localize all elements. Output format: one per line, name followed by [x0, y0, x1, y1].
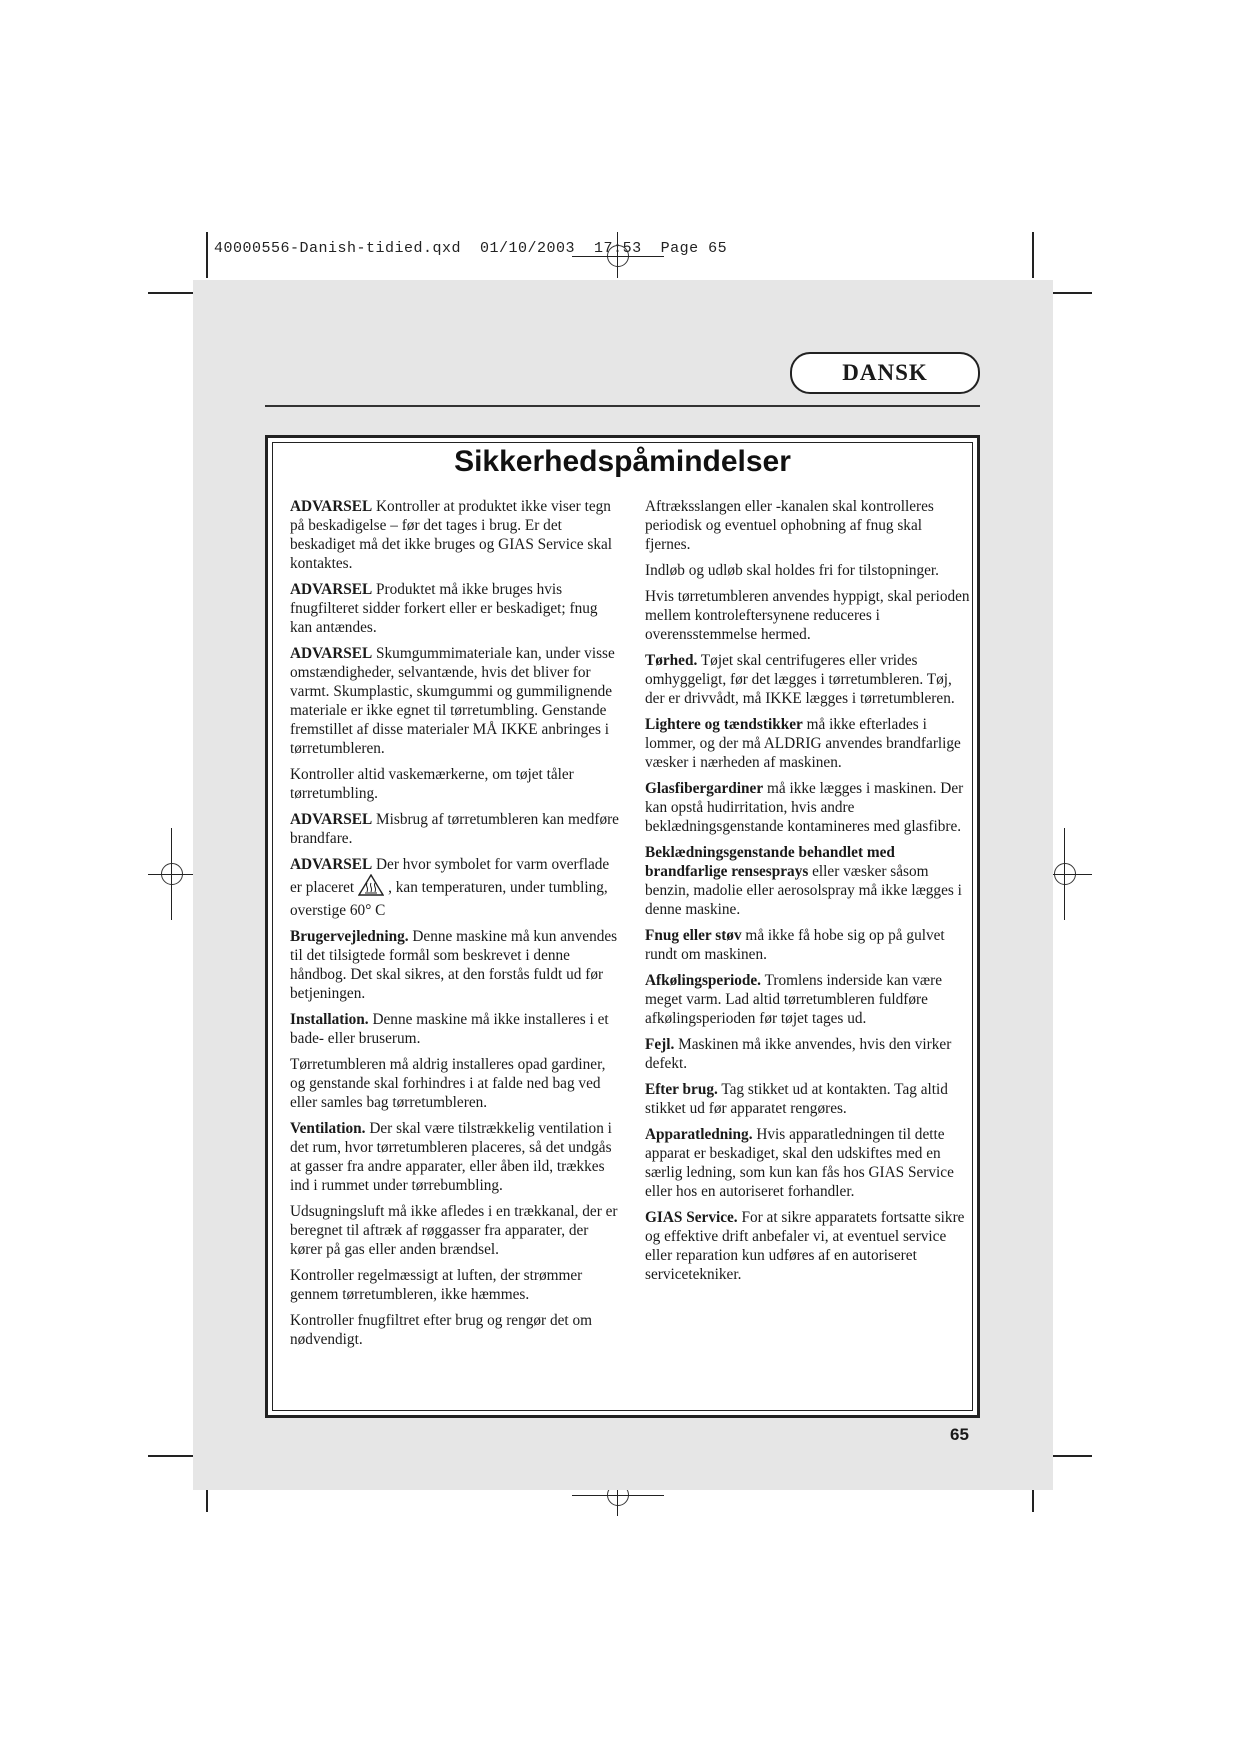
paragraph: Lightere og tændstikker må ikke efterlades i lommer, og der må ALDRIG anvendes brandfarlige væsker i nærheden af maskinen. [645, 716, 961, 771]
paragraph: Ventilation. Der skal være tilstrækkelig ventilation i det rum, hvor tørretumbleren placeres, så det undgås at gasser fra andre apparater, eller åben ild, trækkes ind i rummet under tørrebumbling. [290, 1120, 612, 1194]
paragraph: Efter brug. Tag stikket ud at kontakten. Tag altid stikket ud før apparatet rengøres. [645, 1081, 948, 1117]
left-column [290, 497, 620, 1356]
paragraph: ADVARSEL Der hvor symbolet for varm overflade er placeret , kan temperaturen, under tumbling, overstige 60° C [290, 856, 610, 919]
paragraph: Fnug eller støv må ikke få hobe sig op på gulvet rundt om maskinen. [645, 927, 945, 963]
paragraph: Apparatledning. Hvis apparatledningen til dette apparat er beskadiget, skal den udskiftes med en særlig ledning, som kun kan fås hos GIAS Service eller hos en autoriseret forhandler. [645, 1126, 954, 1200]
crop-mark [148, 1455, 196, 1457]
paragraph: ADVARSEL Skumgummimateriale kan, under visse omstændigheder, selvantænde, hvis det bliver for varmt. Skumplastic, skumgummi og gummilignende materiale er ikke egnet til tørretumbling. Genstande fremstillet af disse materialer MÅ IKKE anbringes i tørretumbleren. [290, 645, 615, 757]
print-slug: 40000556-Danish-tidied.qxd 01/10/2003 17:53 Page 65 [214, 240, 728, 257]
crop-mark [148, 292, 196, 294]
paragraph: Udsugningsluft må ikke afledes i en trækkanal, der er beregnet til aftræk af røggasser fra apparater, der kører på gas eller anden brændsel. [290, 1203, 618, 1258]
paragraph: Tørretumbleren må aldrig installeres opad gardiner, og genstande skal forhindres i at falde ned bag ved eller samles bag tørretumbleren. [290, 1056, 606, 1111]
paragraph: Aftræksslangen eller -kanalen skal kontrolleres periodisk og eventuel ophobning af fnug skal fjernes. [645, 498, 934, 553]
page-number: 65 [950, 1425, 969, 1444]
paragraph: Brugervejledning. Denne maskine må kun anvendes til det tilsigtede formål som beskrevet i denne håndbog. Det skal sikres, at den forstås fuldt ud før betjeningen. [290, 928, 618, 1002]
paragraph: Glasfibergardiner må ikke lægges i maskinen. Der kan opstå hudirritation, hvis andre beklædningsgenstande kontamineres med glasfibre. [645, 780, 964, 835]
header-rule [265, 405, 980, 407]
safety-box-inner [272, 442, 973, 1411]
right-column [645, 497, 970, 1291]
paragraph: Tørhed. Tøjet skal centrifugeres eller vrides omhyggeligt, før det lægges i tørretumbleren. Tøj, der er drivvådt, må IKKE lægges i tørretumbleren. [645, 652, 955, 707]
paragraph: ADVARSEL Kontroller at produktet ikke viser tegn på beskadigelse – før det tages i brug. Er det beskadiget må det ikke bruges og GIAS Service skal kontaktes. [290, 498, 613, 572]
hot-surface-warning-icon [358, 874, 384, 901]
crop-mark [206, 232, 208, 278]
paragraph: ADVARSEL Produktet må ikke bruges hvis fnugfilteret sidder forkert eller er beskadiget; fnug kan antændes. [290, 581, 598, 636]
paragraph: Fejl. Maskinen må ikke anvendes, hvis den virker defekt. [645, 1036, 952, 1072]
paragraph: Beklædningsgenstande behandlet med brandfarlige rensesprays eller væsker såsom benzin, madolie eller aerosolspray må ikke lægges i denne maskine. [645, 844, 962, 918]
registration-line [148, 874, 196, 875]
crop-mark [1032, 232, 1034, 278]
page-title: Sikkerhedspåmindelser [454, 445, 791, 478]
paragraph: Indløb og udløb skal holdes fri for tilstopninger. [645, 562, 940, 579]
paragraph: Afkølingsperiode. Tromlens inderside kan være meget varm. Lad altid tørretumbleren fuldføre afkølingsperioden før tøjet tages ud. [645, 972, 943, 1027]
paragraph: GIAS Service. For at sikre apparatets fortsatte sikre og effektive drift anbefaler vi, at eventuel service eller reparation kun udføres af en autoriseret servicetekniker. [645, 1209, 965, 1283]
language-tab: DANSK [790, 352, 980, 394]
paragraph: ADVARSEL Misbrug af tørretumbleren kan medføre brandfare. [290, 811, 619, 847]
paragraph: Installation. Denne maskine må ikke installeres i et bade- eller bruserum. [290, 1011, 609, 1047]
safety-box [265, 435, 980, 1418]
paragraph: Kontroller altid vaskemærkerne, om tøjet tåler tørretumbling. [290, 766, 574, 802]
paragraph: Hvis tørretumbleren anvendes hyppigt, skal perioden mellem kontroleftersynene reduceres i overensstemmelse hermed. [645, 588, 970, 643]
registration-line [1064, 828, 1065, 920]
paragraph: Kontroller fnugfiltret efter brug og rengør det om nødvendigt. [290, 1312, 593, 1348]
registration-line [572, 1495, 664, 1496]
paragraph: Kontroller regelmæssigt at luften, der strømmer gennem tørretumbleren, ikke hæmmes. [290, 1267, 583, 1303]
registration-line [171, 828, 172, 920]
